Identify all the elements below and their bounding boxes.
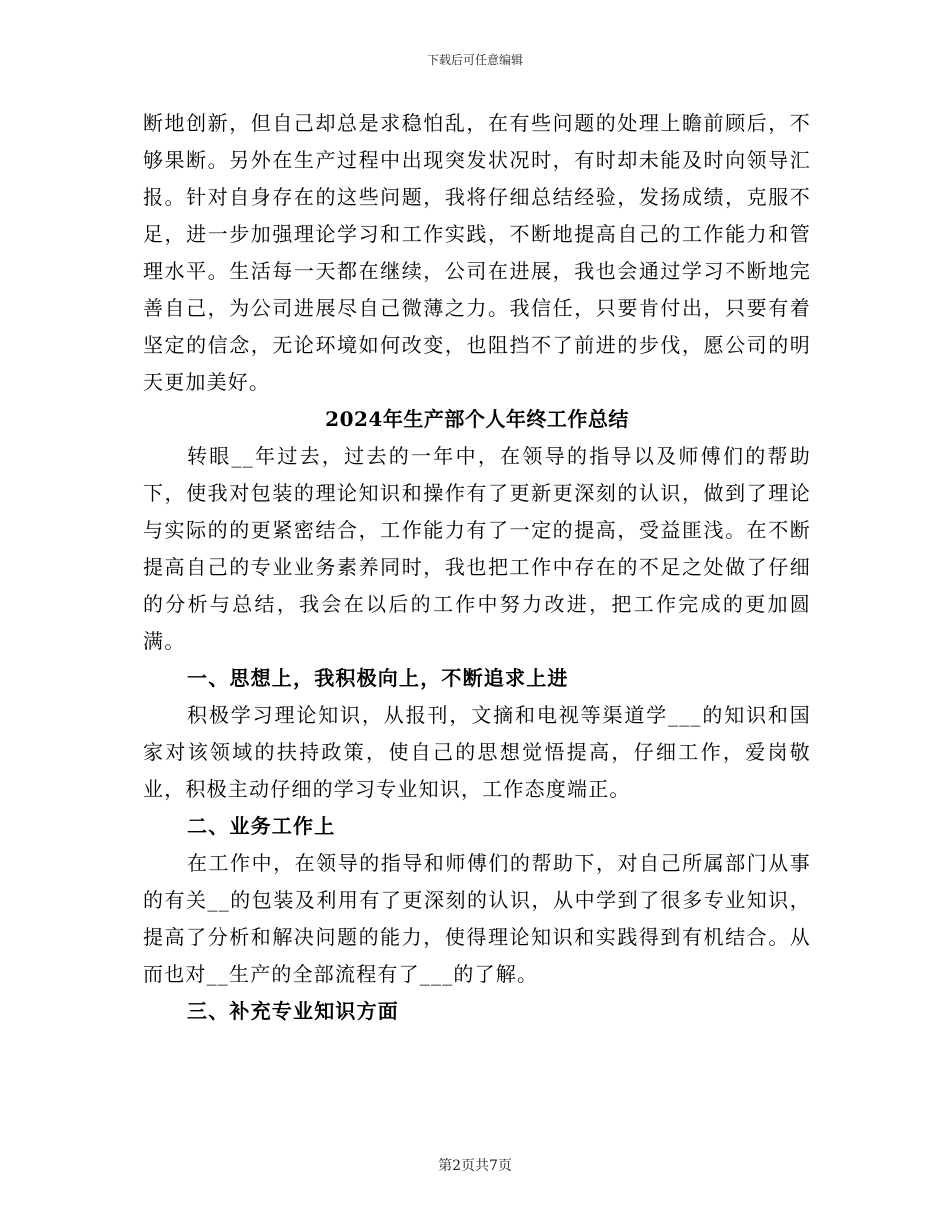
continued-paragraph: 断地创新，但自己却总是求稳怕乱，在有些问题的处理上瞻前顾后，不够果断。另外在生产过程中出现突发状况时，有时却未能及时向领导汇报。针对自身存在的这些问题，我将仔细总结经验，发扬成绩，克服不足，进一步加强理论学习和工作实践，不断地提高自己的工作能力和管理水平。生活每一天都在继续，公司在进展，我也会通过学习不断地完善自己，为公司进展尽自己微薄之力。我信任，只要肯付出，只要有着坚定的信念，无论环境如何改变，也阻挡不了前进的步伐，愿公司的明天更加美好。 <box>143 111 811 394</box>
intro-paragraph: 转眼__年过去，过去的一年中，在领导的指导以及师傅们的帮助下，使我对包装的理论知识和操作有了更新更深刻的认识，做到了理论与实际的的更紧密结合，工作能力有了一定的提高，受益匪浅。在不断提高自己的专业业务素养同时，我也把工作中存在的不足之处做了仔细的分析与总结，我会在以后的工作中努力改进，把工作完成的更加圆满。 <box>143 444 811 653</box>
section-heading-business: 二、业务工作上 <box>187 814 336 838</box>
section-paragraph-business: 在工作中，在领导的指导和师傅们的帮助下，对自己所属部门从事的有关__的包装及利用有了更深刻的认识，从中学到了很多专业知识，提高了分析和解决问题的能力，使得理论知识和实践得到有机结合。从而也对__生产的全部流程有了___的了解。 <box>143 851 811 986</box>
section-heading-knowledge: 三、补充专业知识方面 <box>187 999 399 1023</box>
section-paragraph-thought: 积极学习理论知识，从报刊，文摘和电视等渠道学___的知识和国家对该领域的扶持政策，使自己的思想觉悟提高，仔细工作，爱岗敬业，积极主动仔细的学习专业知识，工作态度端正。 <box>143 703 811 801</box>
section-heading-thought: 一、思想上，我积极向上，不断追求上进 <box>187 666 569 690</box>
page-header: 下载后可任意编辑 <box>426 53 523 67</box>
document-body <box>143 105 811 1030</box>
document-title: 2024年生产部个人年终工作总结 <box>325 407 629 431</box>
page-footer: 第2页共7页 <box>438 1158 512 1174</box>
